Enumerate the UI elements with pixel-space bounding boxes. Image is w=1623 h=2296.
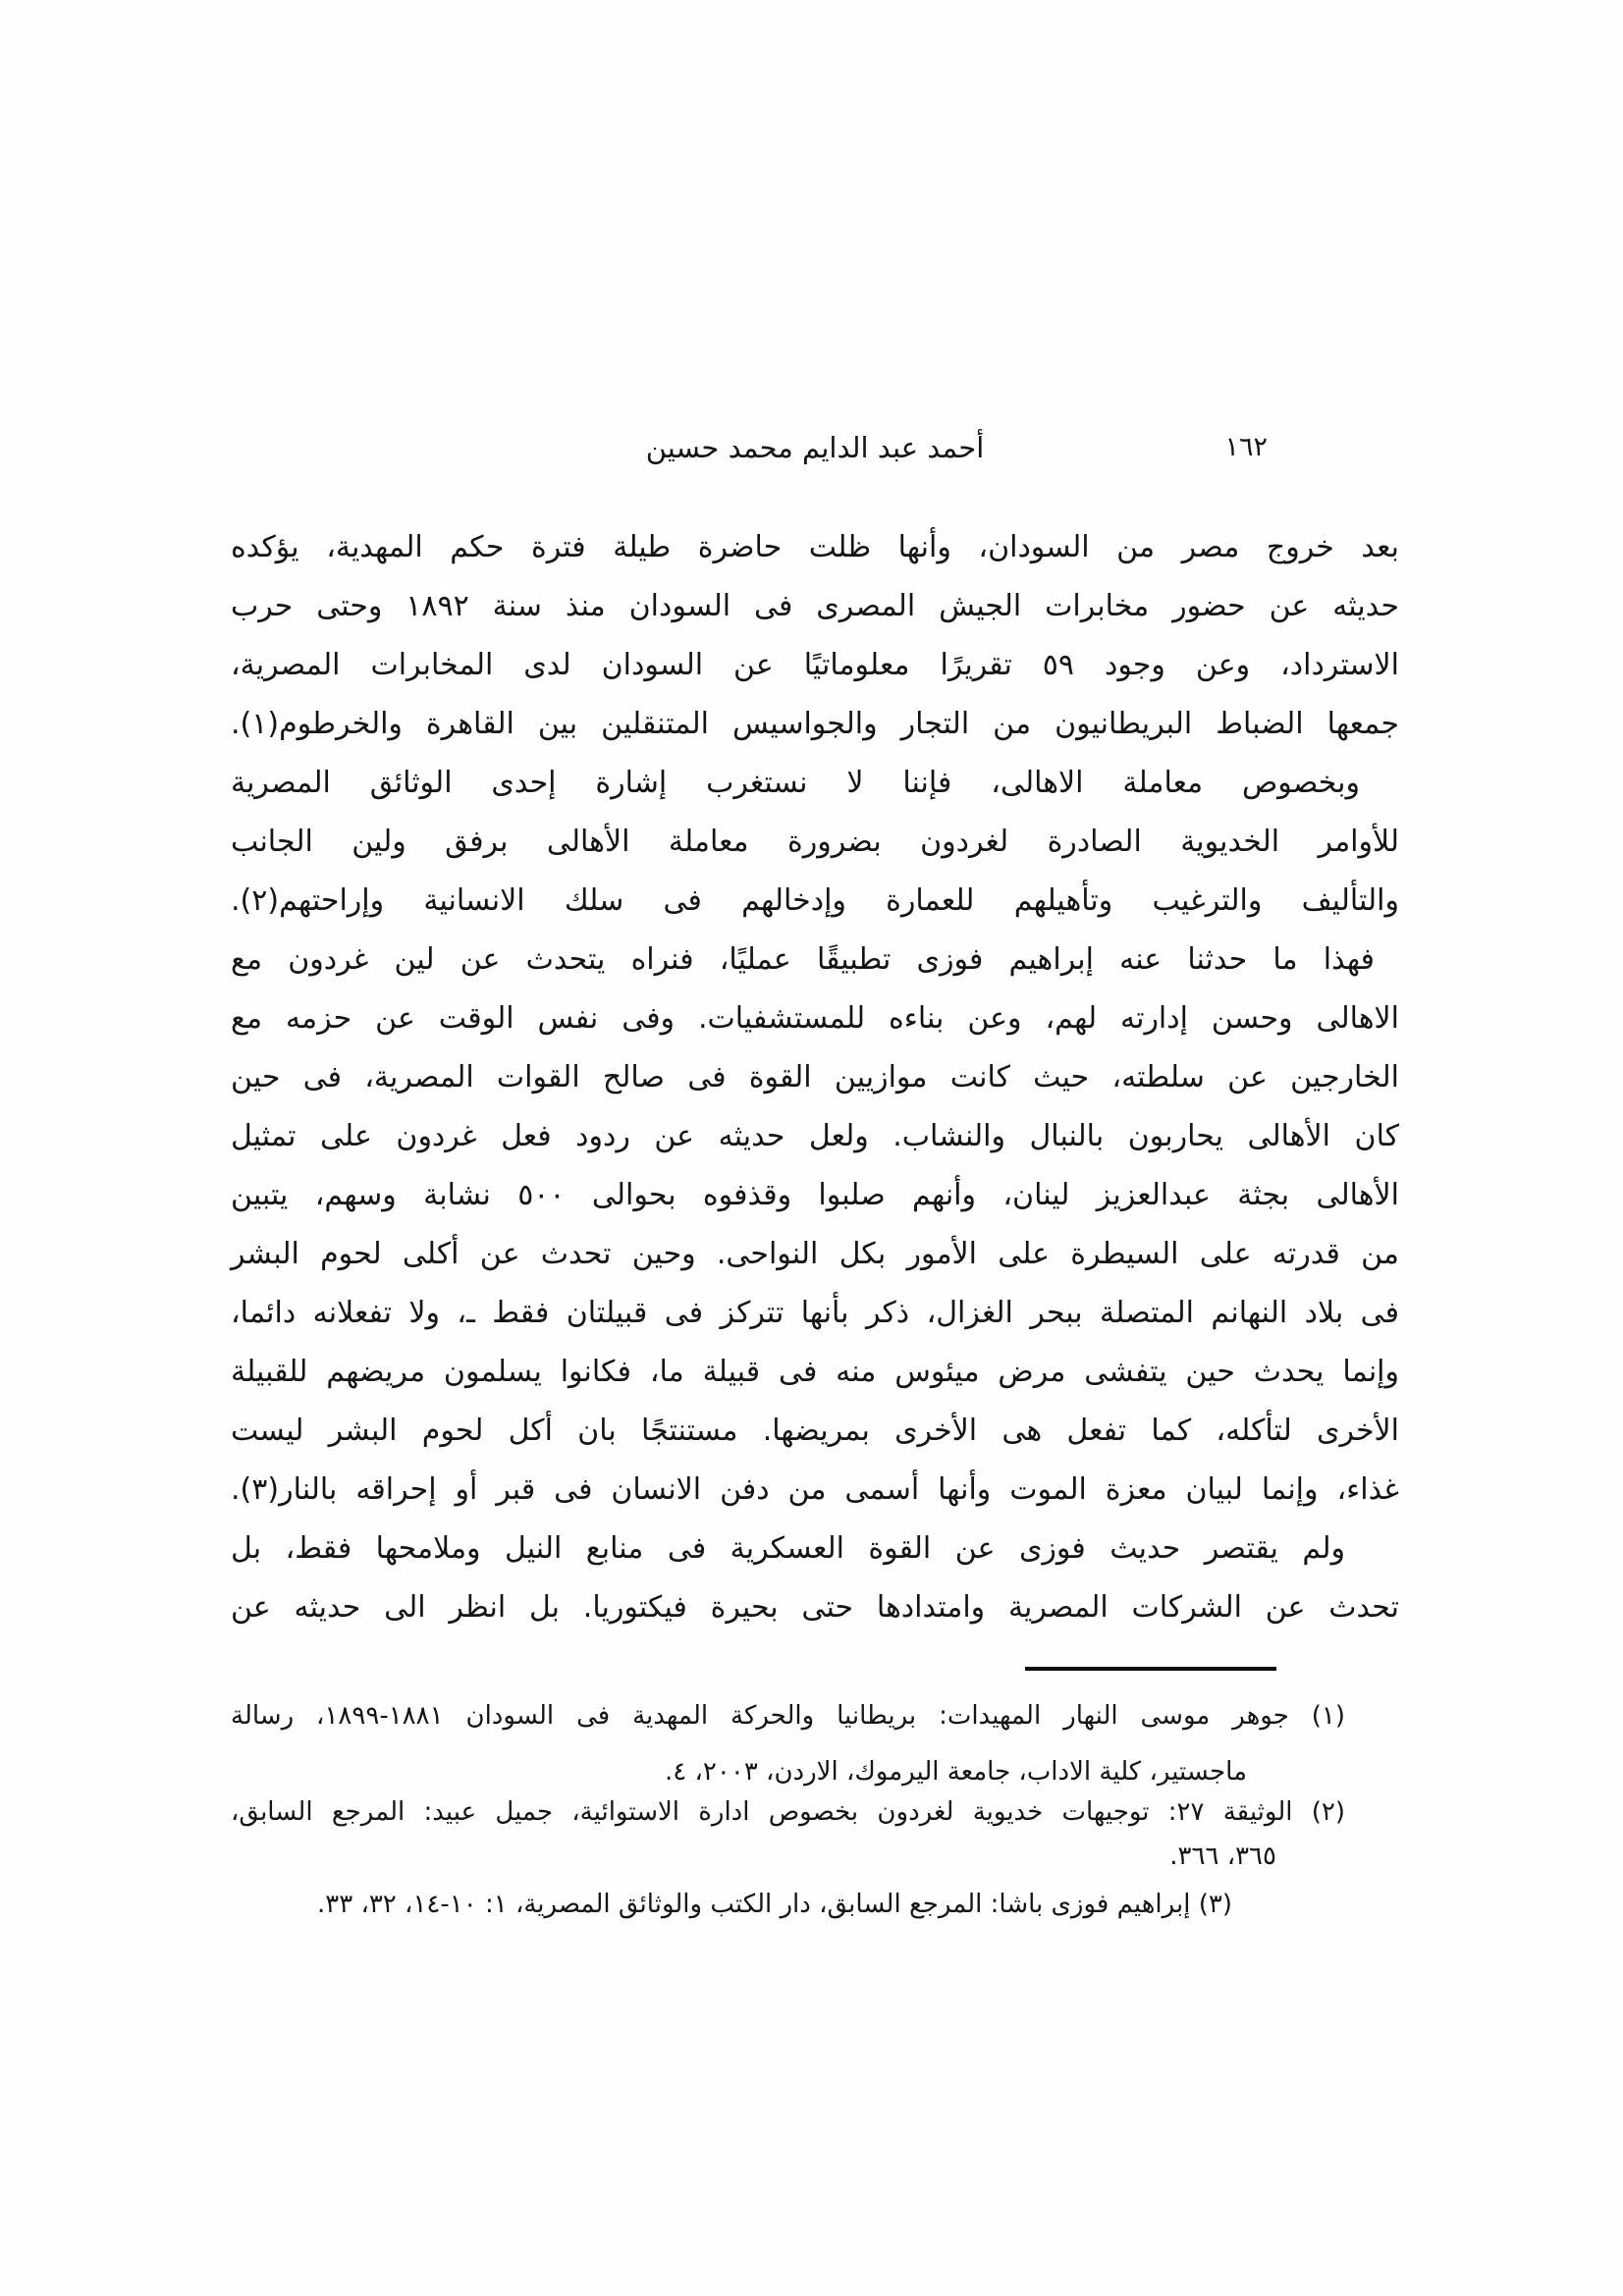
footnote-3-line-1: (٣) إبراهيم فوزى باشا: المرجع السابق، دار الكتب والوثائق المصرية، ١: ١٠-١٤، ٣٢، ٣٣. — [316, 1890, 1232, 1919]
body-line-6: للأوامر الخديوية الصادرة لغردون بضرورة معاملة الأهالى برفق ولين الجانب — [231, 825, 1399, 859]
footnote-separator — [1025, 1667, 1276, 1671]
body-line-5: وبخصوص معاملة الاهالى، فإننا لا نستغرب إشارة إحدى الوثائق المصرية — [231, 766, 1360, 800]
body-line-10: الخارجين عن سلطته، حيث كانت موازيين القوة فى صالح القوات المصرية، فى حين — [231, 1060, 1399, 1095]
footnote-2-line-2: ٣٦٥، ٣٦٦. — [1169, 1842, 1276, 1871]
body-line-19: تحدث عن الشركات المصرية وامتدادها حتى بحيرة فيكتوريا. بل انظر الى حديثه عن — [231, 1590, 1399, 1625]
body-line-8: فهذا ما حدثنا عنه إبراهيم فوزى تطبيقًا عمليًا، فنراه يتحدث عن لين غردون مع — [231, 942, 1375, 977]
footnote-1-line-2: ماجستير، كلية الاداب، جامعة اليرموك، الاردن، ٢٠٠٣، ٤. — [665, 1757, 1247, 1787]
body-line-17: غذاء، وإنما لبيان معزة الموت وأنها أسمى من دفن الانسان فى قبر أو إحراقه بالنار(٣). — [231, 1472, 1399, 1507]
body-text — [231, 518, 1399, 1637]
body-line-7: والتأليف والترغيب وتأهيلهم للعمارة وإدخالهم فى سلك الانسانية وإراحتهم(٢). — [231, 883, 1399, 918]
body-line-16: الأخرى لتأكله، كما تفعل هى الأخرى بمريضها. مستنتجًا بان أكل لحوم البشر ليست — [231, 1414, 1399, 1448]
body-line-11: كان الأهالى يحاربون بالنبال والنشاب. ولعل حديثه عن ردود فعل غردون على تمثيل — [231, 1119, 1399, 1153]
footnote-2-line-1: (٢) الوثيقة ٢٧: توجيهات خديوية لغردون بخصوص ادارة الاستوائية، جميل عبيد: المرجع السابق، — [231, 1797, 1345, 1827]
header-author: أحمد عبد الدايم محمد حسين — [645, 431, 985, 464]
body-line-4: جمعها الضباط البريطانيون من التجار والجواسيس المتنقلين بين القاهرة والخرطوم(١). — [231, 707, 1399, 741]
body-line-2: حديثه عن حضور مخابرات الجيش المصرى فى السودان منذ سنة ١٨٩٢ وحتى حرب — [231, 589, 1399, 623]
body-line-3: الاسترداد، وعن وجود ٥٩ تقريرًا معلوماتيًا عن السودان لدى المخابرات المصرية، — [231, 648, 1399, 682]
body-line-15: وإنما يحدث حين يتفشى مرض ميئوس منه فى قبيلة ما، فكانوا يسلمون مريضهم للقبيلة — [231, 1355, 1399, 1389]
body-line-12: الأهالى بجثة عبدالعزيز لينان، وأنهم صلبوا وقذفوه بحوالى ٥٠٠ نشابة وسهم، يتبين — [231, 1178, 1399, 1212]
header-page-number: ١٦٢ — [1224, 432, 1268, 462]
body-line-13: من قدرته على السيطرة على الأمور بكل النواحى. وحين تحدث عن أكلى لحوم البشر — [231, 1237, 1399, 1271]
body-line-18: ولم يقتصر حديث فوزى عن القوة العسكرية فى منابع النيل وملامحها فقط، بل — [231, 1531, 1345, 1566]
body-line-1: بعد خروج مصر من السودان، وأنها ظلت حاضرة طيلة فترة حكم المهدية، يؤكده — [231, 530, 1399, 564]
body-line-14: فى بلاد النهانم المتصلة ببحر الغزال، ذكر بأنها تتركز فى قبيلتان فقط ـ، ولا تفعلانه دائما، — [231, 1296, 1399, 1330]
body-line-9: الاهالى وحسن إدارته لهم، وعن بناءه للمستشفيات. وفى نفس الوقت عن حزمه مع — [231, 1001, 1399, 1036]
footnote-1-line-1: (١) جوهر موسى النهار المهيدات: بريطانيا والحركة المهدية فى السودان ١٨٨١-١٨٩٩، رسالة — [231, 1701, 1346, 1731]
